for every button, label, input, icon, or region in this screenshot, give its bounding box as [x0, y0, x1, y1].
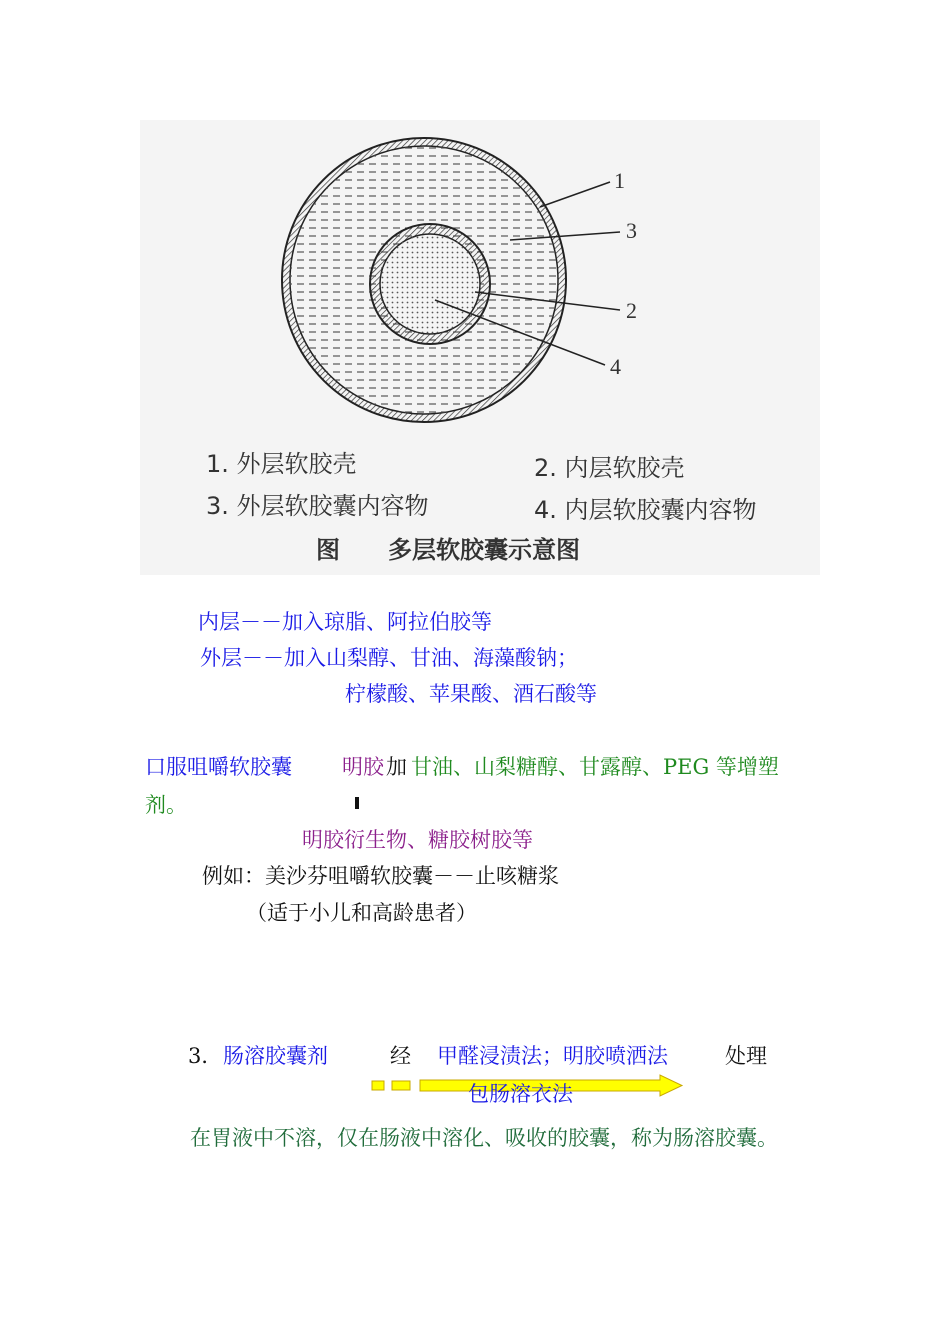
outer-layer-cont-text: 柠檬酸、苹果酸、酒石酸等 [345, 682, 597, 706]
figure-title-prefix: 图 [316, 536, 340, 564]
outer-layer-text: 外层－－加入山梨醇、甘油、海藻酸钠； [200, 646, 578, 670]
leader-line-1 [540, 182, 610, 207]
caption-1: 1. 外层软胶壳 [206, 450, 357, 478]
example-text: 例如：美沙芬咀嚼软胶囊－－止咳糖浆 [202, 864, 559, 888]
add-label: 加 [386, 755, 407, 779]
gelatin-derivatives-text: 明胶衍生物、糖胶树胶等 [302, 828, 533, 852]
plasticizers-end-text: 剂。 [145, 793, 187, 817]
capsule-figure [140, 120, 820, 575]
via-label: 经 [390, 1044, 411, 1068]
enteric-definition: 在胃液中不溶，仅在肠液中溶化、吸收的胶囊，称为肠溶胶囊。 [190, 1126, 778, 1150]
inner-content [380, 234, 480, 334]
leader-label: 3 [626, 218, 637, 243]
cursor-mark [355, 797, 359, 809]
gelatin-label: 明胶 [342, 755, 384, 779]
figure-title: 多层软胶囊示意图 [388, 536, 580, 564]
chewable-title: 口服咀嚼软胶囊 [145, 755, 292, 779]
caption-4: 4. 内层软胶囊内容物 [534, 496, 757, 524]
caption-3: 3. 外层软胶囊内容物 [206, 492, 429, 520]
note-text: （适于小儿和高龄患者） [246, 901, 477, 925]
caption-2: 2. 内层软胶壳 [534, 454, 685, 482]
inner-layer-text: 内层－－加入琼脂、阿拉伯胶等 [198, 610, 492, 634]
methods-text: 甲醛浸渍法；明胶喷洒法 [437, 1044, 668, 1068]
plasticizers-text: 甘油、山梨糖醇、甘露醇、PEG 等增塑 [411, 755, 779, 779]
enteric-term: 肠溶胶囊剂 [223, 1044, 328, 1068]
leader-label: 4 [610, 354, 621, 379]
leader-label: 1 [614, 168, 625, 193]
treat-label: 处理 [725, 1044, 767, 1068]
coating-text: 包肠溶衣法 [468, 1082, 573, 1106]
section-number: 3． [188, 1044, 223, 1068]
leader-label: 2 [626, 298, 637, 323]
